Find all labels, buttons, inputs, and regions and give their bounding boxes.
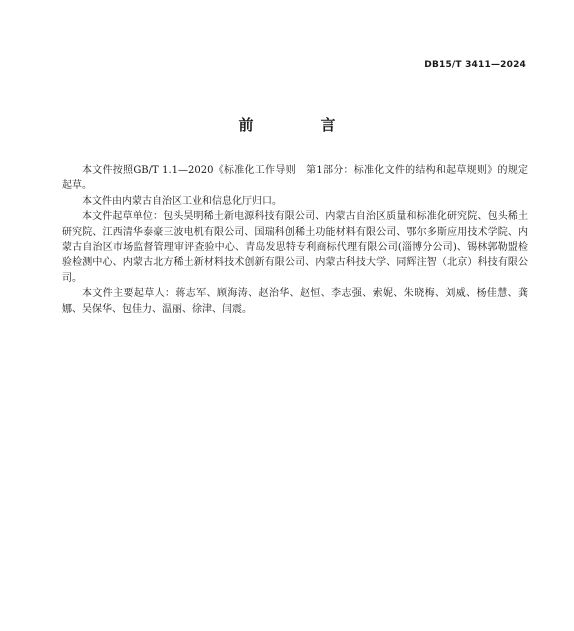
page-title: 前 言 — [238, 116, 362, 134]
paragraph-drafters: 本文件主要起草人：蒋志军、顾海涛、赵治华、赵恒、李志强、索妮、朱晓梅、刘威、杨佳慧、龚娜、吴保华、包佳力、温丽、徐津、闫震。 — [62, 288, 528, 315]
paragraph-responsible-authority: 本文件由内蒙古自治区工业和信息化厅归口。 — [82, 195, 282, 207]
standard-code: DB15/T 3411—2024 — [424, 60, 526, 70]
paragraph-drafting-organizations: 本文件起草单位：包头昊明稀土新电源科技有限公司、内蒙古自治区质量和标准化研究院、包头稀土研究院、江西清华泰豪三波电机有限公司、国瑞科创稀土功能材料有限公司、鄂尔多斯应用技术学院、内蒙古自治区市场监督管理审评查验中心、青岛发思特专利商标代理有限公司(淄博分公司)、锡林郭勒盟检验检测中心、内蒙古北方稀土新材料技术创新有限公司、内蒙古科技大学、同辉注智（北京）科技有限公司。 — [62, 211, 528, 284]
paragraph-drafting-basis: 本文件按照GB/T 1.1—2020《标准化工作导则 第1部分：标准化文件的结构和起草规则》的规定起草。 — [62, 165, 528, 192]
document-body — [62, 163, 528, 317]
